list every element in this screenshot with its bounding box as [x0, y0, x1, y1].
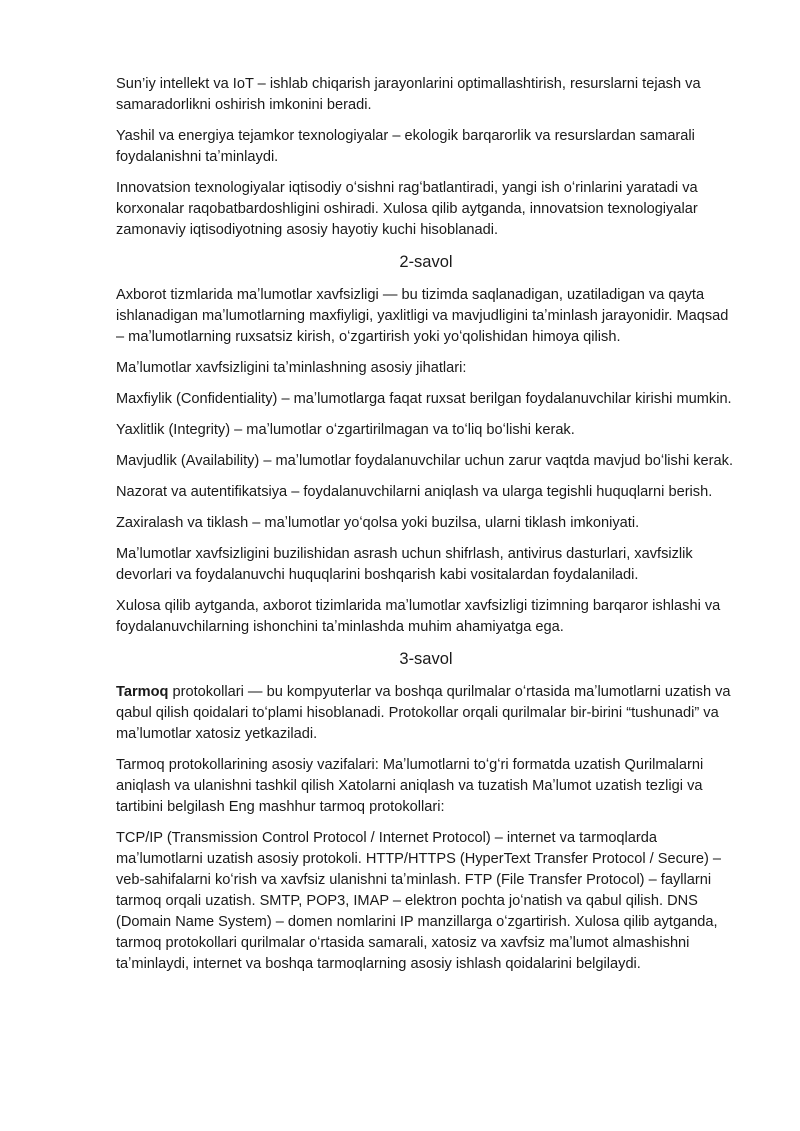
- paragraph-intro: [116, 682, 736, 745]
- paragraph: Nazorat va autentifikatsiya – foydalanuvchilarni aniqlash va ularga tegishli huquqlarni berish.: [116, 484, 713, 500]
- document-page: [116, 74, 736, 985]
- paragraph: TCP/IP (Transmission Control Protocol / Internet Protocol) – internet va tarmoqlarda maʼlumotlarni uzatish asosiy protokoli. HTTP/HTTPS (HyperText Transfer Protocol / Secure) – veb-sahifalarni koʻrish va xavfsiz ulanishni taʼminlash. FTP (File Transfer Protocol) – fayllarni tarmoq orqali uzatish. SMTP, POP3, IMAP – elektron pochta joʻnatish va qabul qilish. DNS (Domain Name System) – domen nomlarini IP manzillarga oʻzgartirish. Xulosa qilib aytganda, tarmoq protokollari qurilmalar oʻrtasida samarali, xatosiz va xavfsiz maʼlumot almashishni taʼminlaydi, internet va boshqa tarmoqlarning asosiy ishlash qoidalarini belgilaydi.: [116, 830, 722, 972]
- paragraph: Tarmoq protokollarining asosiy vazifalari: Maʼlumotlarni toʻgʻri formatda uzatish Qurilmalarni aniqlash va ulanishni tashkil qilish Xatolarni aniqlash va tuzatish Maʼlumot uzatish tezligi va tartibini belgilash Eng mashhur tarmoq protokollari:: [116, 757, 704, 815]
- intro-text: protokollari — bu kompyuterlar va boshqa qurilmalar oʻrtasida maʼlumotlarni uzatish va qabul qilish qoidalari toʻplami hisoblanadi. Protokollar orqali qurilmalar bir-birini “tushunadi” va maʼlumotlar xatosiz yetkaziladi.: [116, 684, 731, 742]
- section-heading-3: 3-savol: [399, 650, 453, 668]
- paragraph: Innovatsion texnologiyalar iqtisodiy oʻsishni ragʻbatlantiradi, yangi ish oʻrinlarini yaratadi va korxonalar raqobatbardoshligini oshiradi. Xulosa qilib aytganda, innovatsion texnologiyalar zamonaviy iqtisodiyotning asosiy hayotiy kuchi hisoblanadi.: [116, 180, 698, 238]
- bold-term: Tarmoq: [116, 684, 169, 700]
- paragraph: Maxfiylik (Confidentiality) – maʼlumotlarga faqat ruxsat berilgan foydalanuvchilar kirishi mumkin.: [116, 391, 732, 407]
- paragraph: Sun’iy intellekt va IoT – ishlab chiqarish jarayonlarini optimallashtirish, resurslarni tejash va samaradorlikni oshirish imkonini beradi.: [116, 76, 701, 113]
- section-heading-2: 2-savol: [399, 253, 453, 271]
- paragraph: Maʼlumotlar xavfsizligini taʼminlashning asosiy jihatlari:: [116, 360, 467, 376]
- paragraph: Yaxlitlik (Integrity) – maʼlumotlar oʻzgartirilmagan va toʻliq boʻlishi kerak.: [116, 422, 575, 438]
- paragraph: Maʼlumotlar xavfsizligini buzilishidan asrash uchun shifrlash, antivirus dasturlari, xavfsizlik devorlari va foydalanuvchi huquqlarini boshqarish kabi vositalardan foydalaniladi.: [116, 546, 693, 583]
- paragraph: Zaxiralash va tiklash – maʼlumotlar yoʻqolsa yoki buzilsa, ularni tiklash imkoniyati.: [116, 515, 640, 531]
- paragraph: Yashil va energiya tejamkor texnologiyalar – ekologik barqarorlik va resurslardan samarali foydalanishni taʼminlaydi.: [116, 128, 695, 165]
- paragraph: Xulosa qilib aytganda, axborot tizimlarida maʼlumotlar xavfsizligi tizimning barqaror ishlashi va foydalanuvchilarning ishonchini taʼminlashda muhim ahamiyatga ega.: [116, 598, 721, 635]
- paragraph: Mavjudlik (Availability) – maʼlumotlar foydalanuvchilar uchun zarur vaqtda mavjud boʻlishi kerak.: [116, 453, 733, 469]
- paragraph: Axborot tizmlarida maʼlumotlar xavfsizligi — bu tizimda saqlanadigan, uzatiladigan va qayta ishlanadigan maʼlumotlarning maxfiyligi, yaxlitligi va mavjudligini taʼminlash jarayonidir. Maqsad – maʼlumotlarning ruxsatsiz kirish, oʻzgartirish yoki yoʻqolishidan himoya qilish.: [116, 287, 729, 345]
